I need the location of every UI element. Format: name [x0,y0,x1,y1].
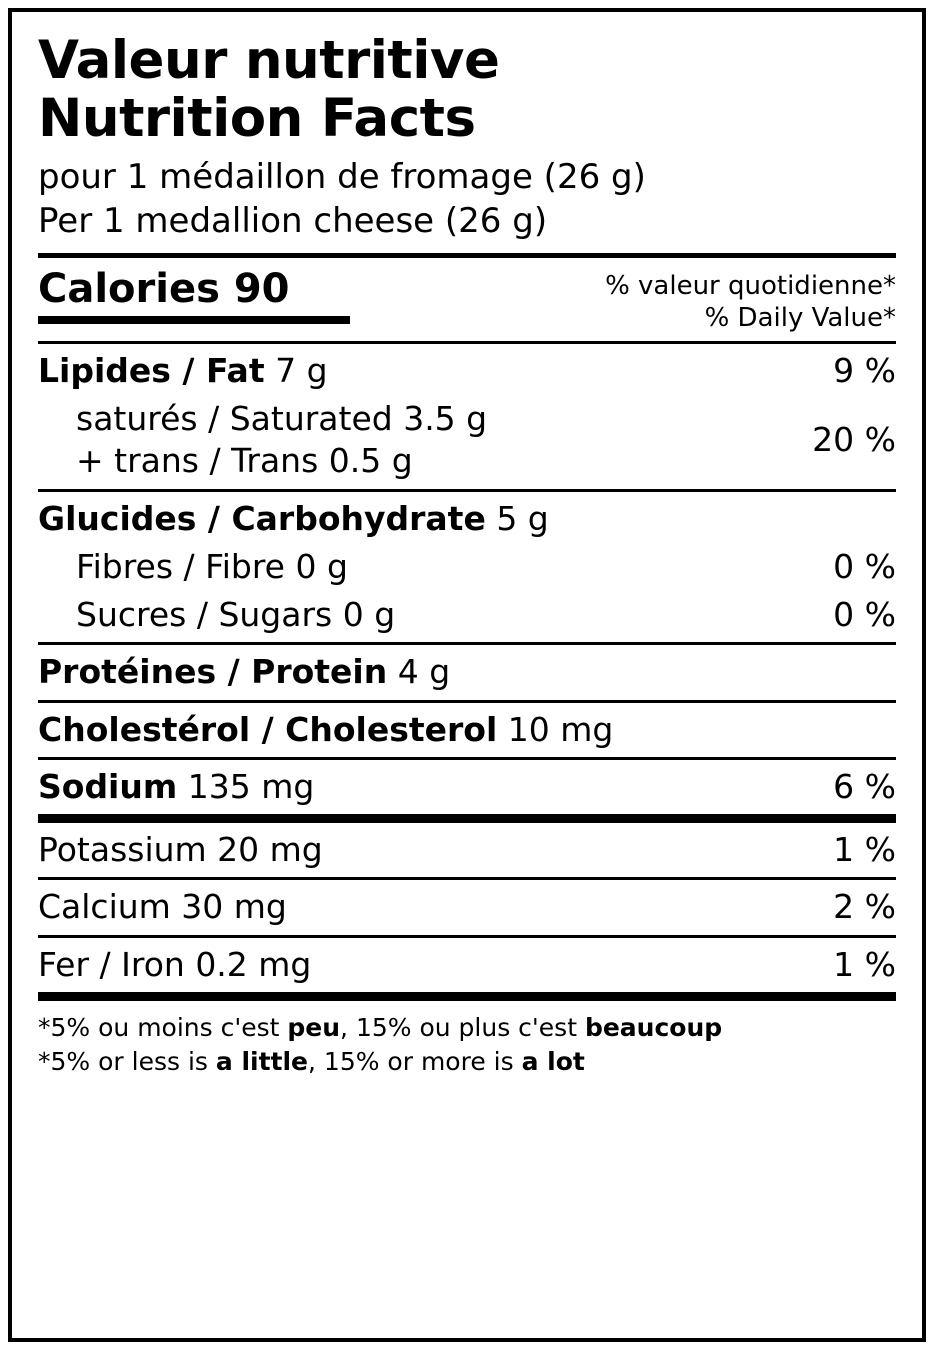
footnote-french-emphasis2: beaucoup [584,1012,723,1042]
nutrient-name-protein: Protéines / Protein [38,652,388,692]
nutrient-name-fat: Lipides / Fat [38,350,265,390]
nutrient-label-carbohydrate [38,498,549,540]
nutrient-amount-carbohydrate: 5 g [485,498,549,538]
nutrient-name-trans: + trans / Trans 0.5 g [76,441,413,481]
nutrient-name-saturated: saturés / Saturated 3.5 g [76,399,488,439]
nutrient-row-saturated-trans [38,398,896,488]
nutrient-name-carbohydrate: Glucides / Carbohydrate [38,498,486,538]
nutrient-dv-fat: 9 % [833,350,896,390]
nutrient-name-cholesterol: Cholestérol / Cholesterol [38,709,498,749]
nutrient-amount-fat: 7 g [264,350,328,390]
nutrient-label-protein [38,651,450,693]
calories-value: Calories 90 [38,266,350,324]
footnote-french-part2: , 15% ou plus c'est [340,1012,585,1042]
nutrient-label-potassium: Potassium 20 mg [38,830,323,870]
nutrient-dv-sugars: 0 % [833,595,896,635]
nutrient-label-saturated-trans [38,398,487,482]
daily-value-header [605,266,896,335]
footnote-french-emphasis1: peu [287,1012,341,1042]
nutrient-dv-calcium: 2 % [833,887,896,927]
calories-row [38,258,896,335]
divider-above-potassium [38,814,896,823]
daily-value-header-french: % valeur quotidienne* [605,270,896,301]
nutrient-label-calcium: Calcium 30 mg [38,887,287,927]
nutrient-row-fat [38,344,896,398]
footnote-english [38,1045,896,1079]
nutrient-dv-potassium: 1 % [833,830,896,870]
footnote-english-part2: , 15% or more is [308,1046,522,1076]
daily-value-header-english: % Daily Value* [704,303,896,334]
nutrient-dv-sodium: 6 % [833,766,896,806]
nutrient-amount-cholesterol: 10 mg [497,709,614,749]
nutrient-row-protein [38,645,896,699]
serving-size-english: Per 1 medallion cheese (26 g) [38,200,548,241]
nutrient-row-calcium [38,880,896,934]
nutrient-label-sugars: Sucres / Sugars 0 g [76,595,396,635]
footnote-english-part1: *5% or less is [38,1046,216,1076]
nutrient-row-iron [38,938,896,992]
nutrient-dv-fibre: 0 % [833,546,896,586]
nutrient-row-sodium [38,760,896,814]
nutrient-label-iron: Fer / Iron 0.2 mg [38,944,312,984]
nutrient-label-fibre: Fibres / Fibre 0 g [76,546,348,586]
nutrient-label-sodium [38,766,314,808]
nutrition-facts-content [12,12,922,1338]
nutrient-dv-iron: 1 % [833,944,896,984]
footnote-english-emphasis1: a little [215,1046,309,1076]
footnote-english-emphasis2: a lot [521,1046,585,1076]
nutrient-row-fibre [38,546,896,594]
nutrient-row-potassium [38,823,896,877]
nutrition-facts-panel [8,8,926,1342]
nutrient-label-fat [38,350,328,392]
footnote-french-part1: *5% ou moins c'est [38,1012,288,1042]
nutrient-row-cholesterol [38,703,896,757]
footnote-french [38,1001,896,1045]
nutrient-dv-saturated-trans: 20 % [812,420,896,460]
panel-title-french: Valeur nutritive [38,30,500,91]
nutrient-row-sugars [38,594,896,642]
nutrient-amount-sodium: 135 mg [177,766,315,806]
nutrient-row-carbohydrate [38,492,896,546]
serving-size-french: pour 1 médaillon de fromage (26 g) [38,156,646,197]
nutrient-name-sodium: Sodium [38,766,178,806]
panel-title-english: Nutrition Facts [38,88,476,150]
nutrient-amount-protein: 4 g [387,652,451,692]
nutrient-label-cholesterol [38,709,613,751]
divider-above-footnote [38,992,896,1001]
